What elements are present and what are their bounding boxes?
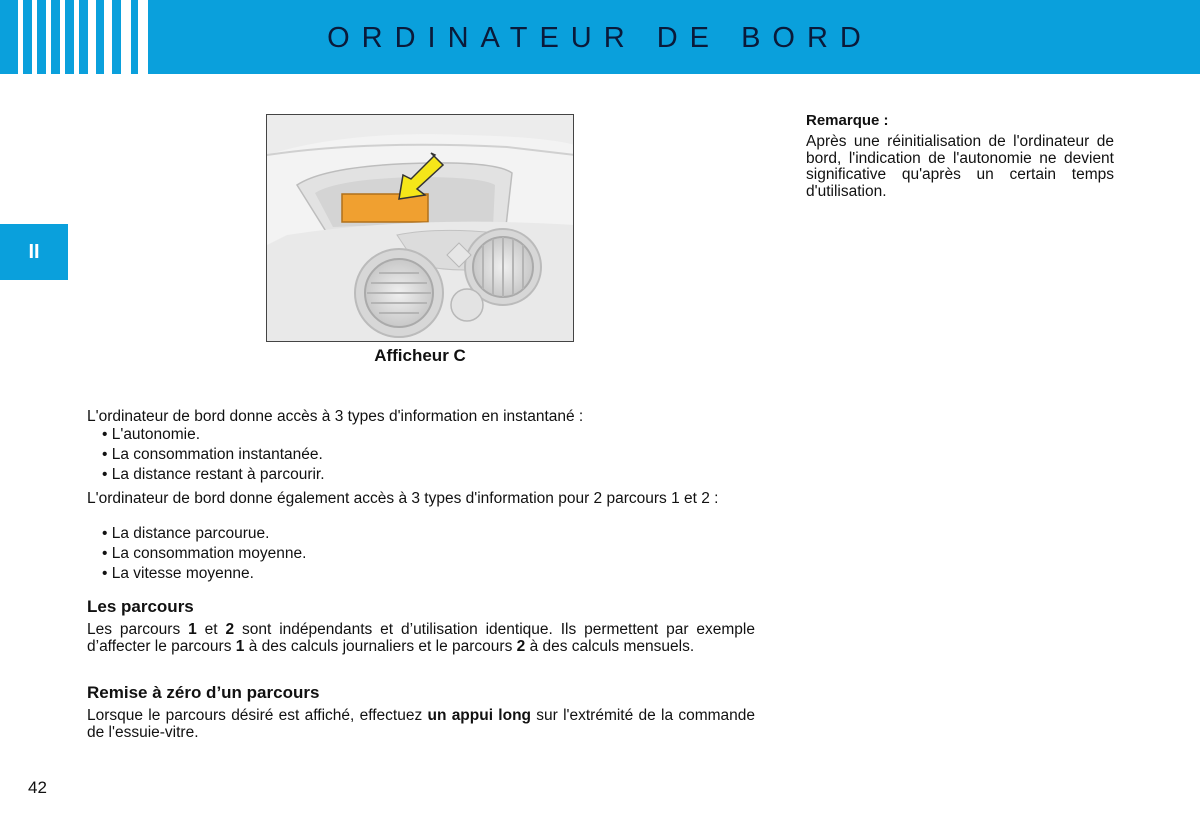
remark-text: Après une réinitialisation de l'ordinateur de bord, l'indication de l'autonomie ne devient significative qu'après un certain temps d'utilisation.	[806, 133, 1114, 200]
bullet-item: • La consommation moyenne.	[102, 545, 307, 562]
header-stripe	[121, 0, 131, 74]
header-stripe	[46, 0, 51, 74]
intro-line-1: L'ordinateur de bord donne accès à 3 types d'information en instantané :	[87, 408, 584, 425]
remark-title: Remarque :	[806, 112, 889, 129]
page-title: ORDINATEUR DE BORD	[327, 22, 873, 54]
chapter-tab	[0, 224, 68, 280]
header-stripe	[32, 0, 37, 74]
section-heading-parcours: Les parcours	[87, 597, 194, 616]
intro-line-2: L'ordinateur de bord donne également accès à 3 types d'information pour 2 parcours 1 et 2 :	[87, 490, 719, 507]
bullet-item: • La vitesse moyenne.	[102, 565, 254, 582]
header-stripe	[18, 0, 23, 74]
bullet-item: • La distance restant à parcourir.	[102, 466, 325, 483]
section-heading-remise: Remise à zéro d’un parcours	[87, 683, 320, 702]
bullet-item: • L'autonomie.	[102, 426, 201, 443]
page-header-band	[0, 0, 1200, 74]
header-stripe	[138, 0, 148, 74]
figure-caption: Afficheur C	[374, 346, 466, 365]
remise-paragraph: Lorsque le parcours désiré est affiché, effectuez un appui long sur l'extrémité de la commande de l'essuie-vitre.	[87, 707, 756, 741]
header-stripe	[104, 0, 112, 74]
display-screen	[342, 194, 428, 222]
header-stripe	[74, 0, 79, 74]
header-stripe	[60, 0, 65, 74]
bullet-item: • La consommation instantanée.	[102, 446, 323, 463]
chapter-tab-label: II	[28, 240, 40, 263]
header-stripe	[88, 0, 96, 74]
dashboard-drawing	[267, 115, 574, 342]
bullet-item: • La distance parcourue.	[102, 525, 270, 542]
parcours-paragraph: Les parcours 1 et 2 sont indépendants et d’utilisation identique. Ils permettent par exemple d’affecter le parcours 1 à des calculs journaliers et le parcours 2 à des calculs mensuels.	[87, 621, 755, 655]
page-number: 42	[28, 778, 47, 797]
dashboard-illustration	[266, 114, 574, 342]
